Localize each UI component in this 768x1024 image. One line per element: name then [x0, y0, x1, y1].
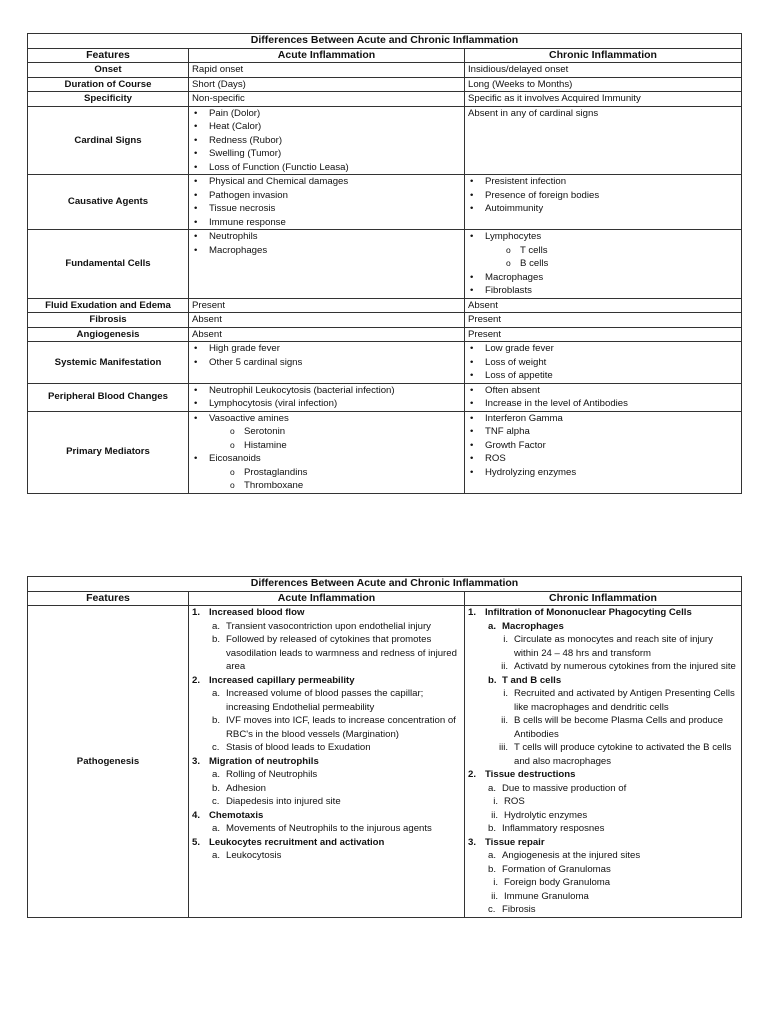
table-row: [28, 63, 742, 78]
list-item: [468, 782, 738, 796]
list-number: b.: [212, 715, 221, 726]
chronic-cell: [465, 606, 742, 918]
feature-cell: Specificity: [28, 92, 189, 107]
list-item: [192, 768, 461, 782]
list-number: 4.: [192, 809, 201, 821]
cell-text: Present: [468, 328, 502, 340]
list-number: 1.: [192, 607, 201, 618]
comparison-table-1: [27, 33, 742, 494]
list-text: Leukocytosis: [226, 850, 282, 861]
chronic-cell: [465, 383, 742, 411]
cell-text: Insidious/delayed onset: [468, 64, 569, 75]
list-number: a.: [212, 769, 221, 780]
list-number: b.: [212, 634, 221, 645]
acute-cell: [189, 411, 465, 493]
list-item: [192, 687, 461, 714]
list-number: b.: [488, 823, 497, 834]
list-number: a.: [212, 823, 221, 834]
list-item: [192, 809, 461, 823]
list-text: T and B cells: [502, 674, 562, 686]
list-item: o T cells: [468, 244, 738, 258]
list-item: • Loss of weight: [468, 356, 738, 370]
list-item: [192, 849, 461, 863]
list-text: IVF moves into ICF, leads to increase concentration of RBC's in the blood vessels (Margination): [226, 715, 456, 740]
table-title: Differences Between Acute and Chronic Inflammation: [28, 577, 742, 592]
list-item: [192, 606, 461, 620]
list-item: [468, 876, 738, 890]
list-item: o Prostaglandins: [192, 466, 461, 480]
chronic-cell: [465, 327, 742, 342]
header-chronic: Chronic Inflammation: [465, 48, 742, 63]
feature-cell: Systemic Manifestation: [28, 342, 189, 384]
cell-text: Absent: [192, 314, 222, 325]
list-item: • Macrophages: [192, 244, 461, 258]
table-row: [28, 77, 742, 92]
chronic-cell: [465, 298, 742, 313]
list-item: o Histamine: [192, 439, 461, 453]
list-item: [192, 755, 461, 769]
table-row: [28, 92, 742, 107]
list-item: o B cells: [468, 257, 738, 271]
list-item: [468, 890, 738, 904]
list-item: [468, 714, 738, 741]
list-item: • Immune response: [192, 216, 461, 230]
list-item: [192, 836, 461, 850]
list-item: • Pain (Dolor): [192, 107, 461, 121]
list-item: [468, 741, 738, 768]
acute-cell: [189, 175, 465, 230]
table-row: [28, 411, 742, 493]
list-number: a.: [488, 850, 497, 861]
feature-cell: Angiogenesis: [28, 327, 189, 342]
list-item: [192, 674, 461, 688]
list-text: Macrophages: [502, 620, 564, 632]
table-row: [28, 606, 742, 918]
list-item: [468, 836, 738, 850]
list-item: • Autoimmunity: [468, 202, 738, 216]
table-row: [28, 106, 742, 175]
list-item: • Often absent: [468, 384, 738, 398]
list-number: i.: [503, 688, 508, 699]
list-number: ii.: [491, 809, 498, 821]
list-item: [468, 768, 738, 782]
list-item: • Heat (Calor): [192, 120, 461, 134]
cell-text: Short (Days): [192, 78, 246, 90]
acute-cell: [189, 327, 465, 342]
list-text: Increased capillary permeability: [209, 674, 355, 686]
list-text: Movements of Neutrophils to the injurous agents: [226, 823, 432, 834]
list-text: Formation of Granulomas: [502, 863, 611, 875]
list-number: a.: [488, 782, 497, 794]
list-item: • Loss of Function (Functio Leasa): [192, 161, 461, 175]
cell-text: Absent in any of cardinal signs: [468, 107, 599, 119]
list-text: B cells will be become Plasma Cells and produce Antibodies: [514, 715, 724, 740]
list-text: Recruited and activated by Antigen Presenting Cells like macrophages and dendritic cells: [514, 688, 735, 713]
list-text: Activatd by numerous cytokines from the injured site: [514, 661, 736, 672]
list-text: Diapedesis into injured site: [226, 796, 341, 807]
list-number: 1.: [468, 607, 477, 618]
list-item: • Neutrophils: [192, 230, 461, 244]
list-item: o Serotonin: [192, 425, 461, 439]
list-item: [468, 822, 738, 836]
list-item: [468, 687, 738, 714]
list-item: • Other 5 cardinal signs: [192, 356, 461, 370]
list-text: Inflammatory resposnes: [502, 823, 605, 834]
list-item: [192, 782, 461, 796]
cell-text: Absent: [192, 328, 222, 340]
list-text: Tissue repair: [485, 836, 545, 848]
list-text: Fibrosis: [502, 904, 536, 915]
list-number: a.: [212, 850, 221, 861]
cell-text: Present: [468, 314, 502, 325]
cell-text: Non-specific: [192, 93, 245, 104]
list-number: a.: [488, 620, 497, 632]
acute-cell: [189, 92, 465, 107]
list-text: Tissue destructions: [485, 769, 576, 780]
list-text: Circulate as monocytes and reach site of injury within 24 – 48 hrs and transform: [514, 634, 713, 659]
list-number: i.: [503, 634, 508, 645]
table-row: [28, 230, 742, 299]
list-text: Increased volume of blood passes the capillar; increasing Endothelial permeability: [226, 688, 424, 713]
cell-text: Absent: [468, 299, 498, 311]
feature-cell: Causative Agents: [28, 175, 189, 230]
list-text: Foreign body Granuloma: [504, 877, 611, 888]
list-item: • Physical and Chemical damages: [192, 175, 461, 189]
list-text: T cells will produce cytokine to activated the B cells and also macrophages: [514, 742, 732, 767]
feature-cell: Duration of Course: [28, 77, 189, 92]
list-item: • Eicosanoids: [192, 452, 461, 466]
list-number: a.: [212, 620, 221, 632]
list-item: • Neutrophil Leukocytosis (bacterial infection): [192, 384, 461, 398]
list-item: [468, 849, 738, 863]
feature-cell: Pathogenesis: [28, 606, 189, 918]
list-text: Migration of neutrophils: [209, 755, 319, 767]
chronic-cell: [465, 175, 742, 230]
acute-cell: [189, 230, 465, 299]
list-item: [468, 633, 738, 660]
list-number: 2.: [192, 674, 201, 686]
table-title: Differences Between Acute and Chronic Inflammation: [28, 34, 742, 49]
list-item: [468, 620, 738, 634]
list-text: Infiltration of Mononuclear Phagocyting Cells: [485, 607, 692, 618]
feature-cell: Cardinal Signs: [28, 106, 189, 175]
list-item: • Increase in the level of Antibodies: [468, 397, 738, 411]
list-text: Chemotaxis: [209, 809, 264, 821]
list-number: i.: [493, 796, 498, 807]
acute-cell: [189, 63, 465, 78]
header-acute: Acute Inflammation: [189, 591, 465, 606]
list-item: • Hydrolyzing enzymes: [468, 466, 738, 480]
list-item: [192, 620, 461, 634]
list-item: [468, 660, 738, 674]
list-item: [192, 822, 461, 836]
list-text: Immune Granuloma: [504, 890, 589, 902]
cell-text: Present: [192, 299, 226, 311]
acute-cell: [189, 383, 465, 411]
list-item: • Interferon Gamma: [468, 412, 738, 426]
list-item: • Swelling (Tumor): [192, 147, 461, 161]
list-number: c.: [488, 904, 496, 915]
list-text: Due to massive production of: [502, 782, 627, 794]
list-number: 5.: [192, 836, 201, 848]
list-item: [192, 633, 461, 674]
table-row: [28, 327, 742, 342]
list-text: Stasis of blood leads to Exudation: [226, 742, 371, 753]
list-item: • Lymphocytosis (viral infection): [192, 397, 461, 411]
list-item: • Low grade fever: [468, 342, 738, 356]
list-number: iii.: [498, 742, 508, 753]
list-text: Leukocytes recruitment and activation: [209, 836, 385, 848]
chronic-cell: [465, 230, 742, 299]
feature-cell: Fibrosis: [28, 313, 189, 328]
header-chronic: Chronic Inflammation: [465, 591, 742, 606]
list-item: • Presistent infection: [468, 175, 738, 189]
list-item: • Loss of appetite: [468, 369, 738, 383]
chronic-cell: [465, 92, 742, 107]
list-item: [192, 795, 461, 809]
acute-cell: [189, 606, 465, 918]
list-number: b.: [212, 782, 221, 794]
list-number: i.: [493, 877, 498, 888]
acute-cell: [189, 77, 465, 92]
table-row: [28, 383, 742, 411]
list-number: 3.: [468, 836, 477, 848]
header-features: Features: [28, 591, 189, 606]
list-item: [192, 741, 461, 755]
acute-cell: [189, 313, 465, 328]
list-item: • Tissue necrosis: [192, 202, 461, 216]
chronic-cell: [465, 342, 742, 384]
list-text: Followed by released of cytokines that promotes vasodilation leads to warmness and redness of injured area: [226, 634, 457, 672]
list-text: Adhesion: [226, 782, 267, 794]
list-item: • Fibroblasts: [468, 284, 738, 298]
list-number: 3.: [192, 755, 201, 767]
list-number: c.: [212, 796, 220, 807]
feature-cell: Primary Mediators: [28, 411, 189, 493]
list-text: Transient vasocontriction upon endothelial injury: [226, 620, 431, 632]
header-acute: Acute Inflammation: [189, 48, 465, 63]
header-features: Features: [28, 48, 189, 63]
list-item: [468, 809, 738, 823]
feature-cell: Peripheral Blood Changes: [28, 383, 189, 411]
list-item: • Redness (Rubor): [192, 134, 461, 148]
list-text: Rolling of Neutrophils: [226, 769, 318, 780]
chronic-cell: [465, 411, 742, 493]
list-item: • TNF alpha: [468, 425, 738, 439]
acute-cell: [189, 298, 465, 313]
table-row: [28, 298, 742, 313]
list-item: • High grade fever: [192, 342, 461, 356]
chronic-cell: [465, 313, 742, 328]
list-text: Hydrolytic enzymes: [504, 809, 588, 821]
list-text: Increased blood flow: [209, 607, 305, 618]
chronic-cell: [465, 77, 742, 92]
table-row: [28, 342, 742, 384]
cell-text: Rapid onset: [192, 64, 244, 75]
table-row: [28, 313, 742, 328]
list-item: [468, 863, 738, 877]
list-item: [468, 903, 738, 917]
list-item: • Vasoactive amines: [192, 412, 461, 426]
list-number: b.: [488, 674, 497, 686]
table-row: [28, 175, 742, 230]
chronic-cell: [465, 106, 742, 175]
list-item: o Thromboxane: [192, 479, 461, 493]
list-item: • ROS: [468, 452, 738, 466]
feature-cell: Onset: [28, 63, 189, 78]
list-number: ii.: [491, 890, 498, 902]
list-item: [468, 674, 738, 688]
acute-cell: [189, 106, 465, 175]
acute-cell: [189, 342, 465, 384]
list-item: • Presence of foreign bodies: [468, 189, 738, 203]
list-item: [468, 795, 738, 809]
list-number: a.: [212, 688, 221, 699]
list-item: [468, 606, 738, 620]
comparison-table-2: [27, 576, 742, 918]
list-item: • Lymphocytes: [468, 230, 738, 244]
list-item: • Pathogen invasion: [192, 189, 461, 203]
list-item: [192, 714, 461, 741]
list-number: ii.: [501, 715, 508, 726]
list-item: • Growth Factor: [468, 439, 738, 453]
cell-text: Long (Weeks to Months): [468, 78, 573, 90]
list-number: ii.: [501, 661, 508, 672]
feature-cell: Fundamental Cells: [28, 230, 189, 299]
feature-cell: Fluid Exudation and Edema: [28, 298, 189, 313]
list-number: b.: [488, 863, 497, 875]
list-text: Angiogenesis at the injured sites: [502, 850, 641, 861]
list-number: c.: [212, 742, 220, 753]
list-text: ROS: [504, 796, 525, 807]
chronic-cell: [465, 63, 742, 78]
list-number: 2.: [468, 769, 477, 780]
cell-text: Specific as it involves Acquired Immunity: [468, 93, 641, 104]
list-item: • Macrophages: [468, 271, 738, 285]
